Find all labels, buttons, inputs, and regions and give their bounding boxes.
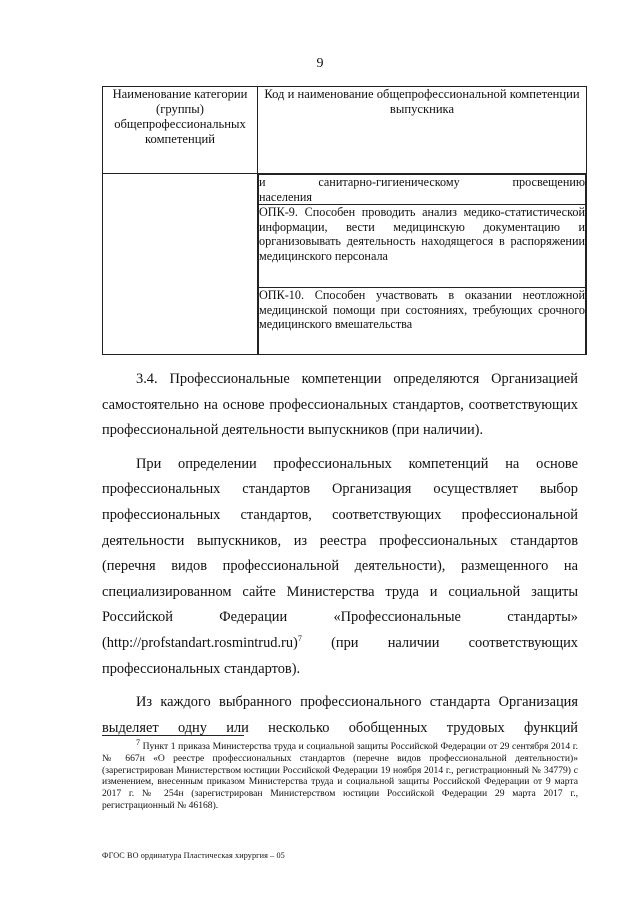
list-item <box>259 205 586 288</box>
list-item <box>259 288 586 355</box>
header-category-text: Наименование категории (группы) общепрофессиональных компетенций <box>112 87 248 146</box>
paragraph-labor-functions: Из каждого выбранного профессионального стандарта Организация выделяет одну или несколько обобщенных трудовых функций <box>102 694 578 736</box>
competency-opk9: ОПК-9. Способен проводить анализ медико-статистической информации, вести медицинскую документацию и организовывать деятельность находящегося в распоряжении медицинского персонала <box>259 205 586 288</box>
competency-continuation-line2: населения <box>259 189 313 204</box>
paragraph-text-cont: (при наличии соответствующих профессиональных стандартов). <box>102 634 578 677</box>
table-row <box>103 174 587 355</box>
category-cell <box>103 174 258 355</box>
main-text <box>102 367 578 749</box>
list-item <box>259 175 586 205</box>
competency-table <box>102 86 587 355</box>
footnote-ref: 7 <box>297 634 302 644</box>
header-category <box>103 87 258 174</box>
footnote-marker: 7 <box>136 737 140 747</box>
competency-opk10: ОПК-10. Способен участвовать в оказании неотложной медицинской помощи при состояниях, требующих срочного медицинского вмешательства <box>259 288 586 355</box>
page-footer: ФГОС ВО ординатура Пластическая хирургия – 05 <box>102 851 285 860</box>
paragraph-text: При определении профессиональных компетенций на основе профессиональных стандартов Организация осуществляет выбор профессиональных стандартов, соответствующих профессиональной деятельности выпускников, из реестра профессиональных стандартов (перечня видов профессиональной деятельности), размещенного на специализированном сайте Министерства труда и социальной защиты Российской Федерации «Профессиональные стандарты» (http://profstandart.rosmintrud.ru) <box>102 455 578 651</box>
header-code-text: Код и наименование общепрофессиональной компетенции выпускника <box>264 87 580 116</box>
footnote-text: Пункт 1 приказа Министерства труда и социальной защиты Российской Федерации от 29 сентября 2014 г. № 667н «О реестре профессиональных стандартов (перечне видов профессиональной деятельности)» (зарегистрирован Министерством юстиции Российской Федерации 19 ноября 2014 г., регистрационный № 34779) с изменением, внесенным приказом Министерства труда и социальной защиты Российской Федерации от 9 марта 2017 г. № 254н (зарегистрирован Министерством юстиции Российской Федерации 29 марта 2017 г., регистрационный № 46168). <box>102 741 578 811</box>
footnote-separator <box>102 735 244 736</box>
page-number: 9 <box>316 56 324 71</box>
competency-list <box>258 174 586 354</box>
paragraph-professional-standards <box>102 452 578 682</box>
paragraph-3-4: 3.4. Профессиональные компетенции определяются Организацией самостоятельно на основе профессиональных стандартов, соответствующих профессиональной деятельности выпускников (при наличии). <box>102 371 578 439</box>
code-cell <box>258 174 587 355</box>
header-code <box>258 87 587 174</box>
competency-continuation-line1: и санитарно-гигиеническому просвещению <box>259 175 585 189</box>
table-header-row <box>103 87 587 174</box>
footnote <box>102 737 578 812</box>
